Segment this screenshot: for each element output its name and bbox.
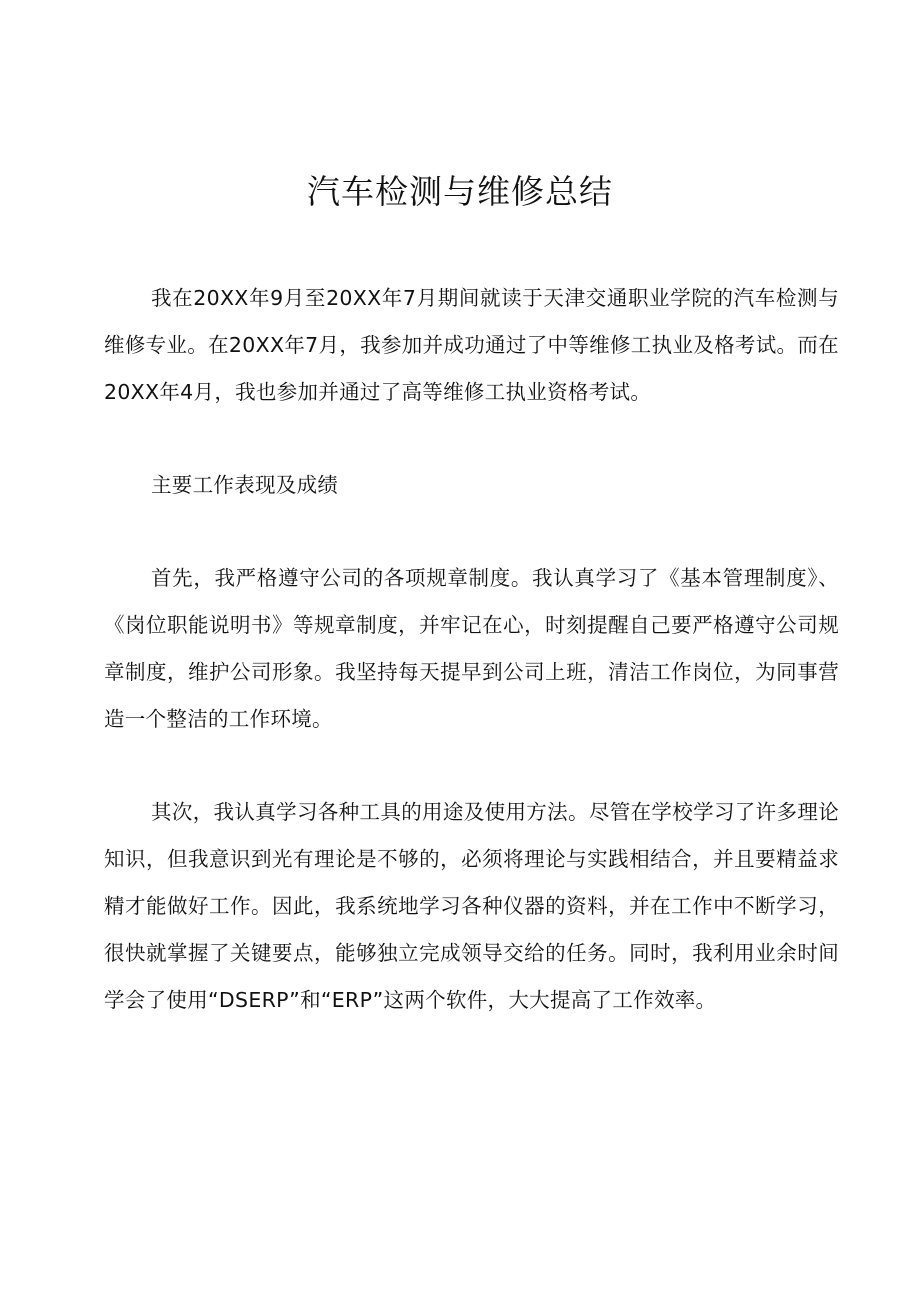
- paragraph-rules-compliance: 首先，我严格遵守公司的各项规章制度。我认真学习了《基本管理制度》、《岗位职能说明书》等规章制度，并牢记在心，时刻提醒自己要严格遵守公司规章制度，维护公司形象。我坚持每天提早到公司上班，清洁工作岗位，为同事营造一个整洁的工作环境。: [104, 566, 839, 731]
- paragraph-education: 我在20XX年9月至20XX年7月期间就读于天津交通职业学院的汽车检测与维修专业。在20XX年7月，我参加并成功通过了中等维修工执业及格考试。而在20XX年4月，我也参加并通过了高等维修工执业资格考试。: [104, 286, 839, 404]
- document-title: 汽车检测与维修总结: [307, 172, 613, 211]
- paragraph-tools-learning: 其次，我认真学习各种工具的用途及使用方法。尽管在学校学习了许多理论知识，但我意识到光有理论是不够的，必须将理论与实践相结合，并且要精益求精才能做好工作。因此，我系统地学习各种仪器的资料，并在工作中不断学习，很快就掌握了关键要点，能够独立完成领导交给的任务。同时，我利用业余时间学会了使用“DSERP”和“ERP”这两个软件，大大提高了工作效率。: [104, 800, 839, 1012]
- section-heading-work-performance: 主要工作表现及成绩: [151, 473, 339, 497]
- document-body: [104, 275, 839, 1070]
